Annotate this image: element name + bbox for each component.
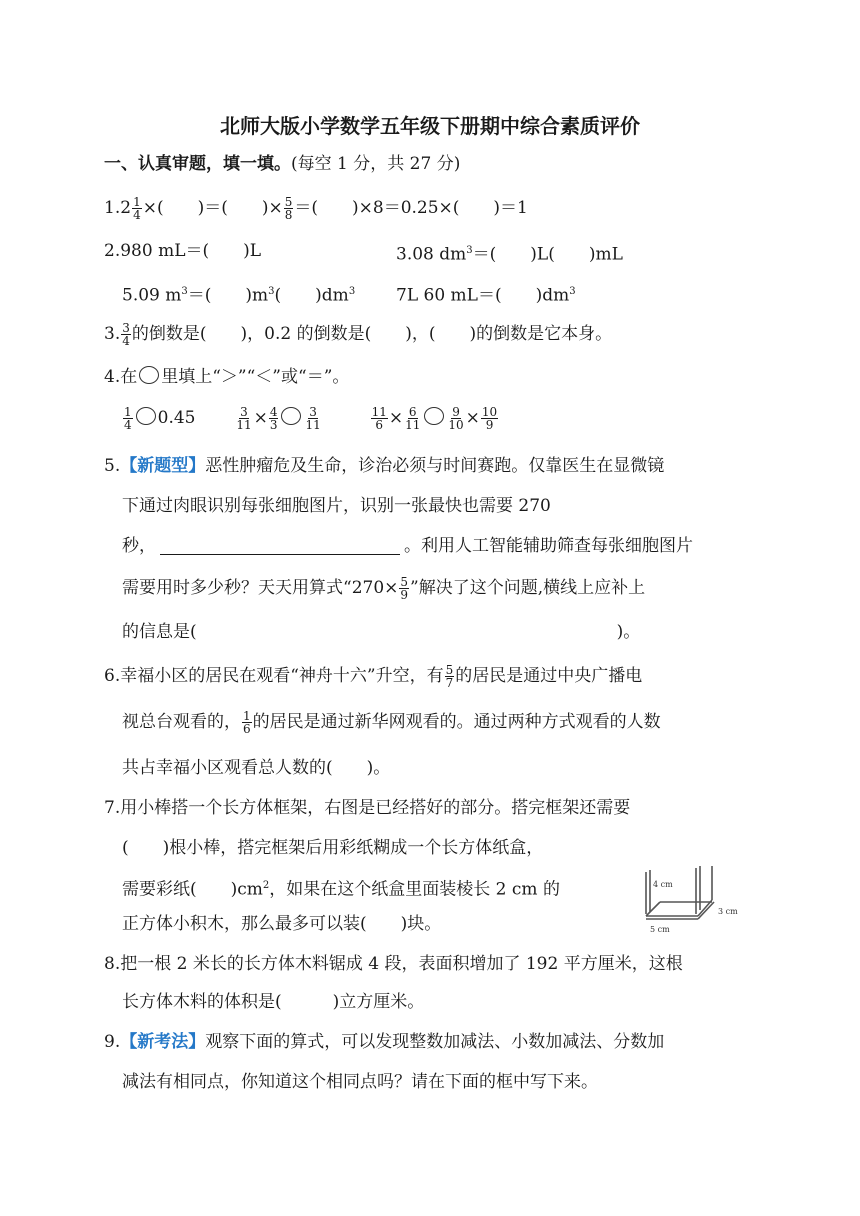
q1-part-a: ×( )＝( )× (142, 198, 283, 218)
q4-e3-fraction-a: $\frac{11}{6}$ (371, 405, 387, 432)
fig-length-label: 5 cm (650, 925, 670, 934)
question-7-line-4: 正方体小积木，那么最多可以装( )块。 (122, 914, 442, 934)
fig-height-label: 4 cm (653, 880, 673, 889)
q1-whole: 2 (120, 198, 132, 218)
compare-circle (139, 366, 159, 384)
new-exam-method-tag: 【新考法】 (120, 1032, 206, 1052)
q1-fraction-1: $\frac{1}{4}$ (133, 195, 141, 222)
q4-e3-fraction-d: $\frac{10}{9}$ (481, 405, 498, 432)
q1-part-b: ＝( )×8＝0.25×( )＝1 (294, 198, 528, 218)
q6-fraction-1: $\frac{5}{7}$ (445, 663, 454, 690)
question-8-line-2: 长方体木料的体积是( )立方厘米。 (122, 992, 425, 1012)
question-6-line-2: 视总台观看的， $\frac{1}{6}$ 的居民是通过新华网观看的。通过两种方式观看的人数 (122, 709, 661, 736)
section-1-heading-line (104, 152, 460, 176)
question-1 (104, 196, 528, 221)
q4-e2-fraction-c: $\frac{3}{11}$ (305, 405, 321, 432)
question-7-line-2: ( )根小棒，搭完框架后用彩纸糊成一个长方体纸盒， (122, 838, 544, 858)
q3-fraction: $\frac{3}{4}$ (122, 321, 130, 348)
question-2-d: 7L 60 mL＝( )$dm^3$ (396, 285, 576, 306)
question-9-line-2: 减法有相同点，你知道这个相同点吗？请在下面的框中写下来。 (122, 1072, 598, 1092)
q1-number: 1. (104, 198, 121, 218)
cuboid-frame-figure (636, 862, 738, 934)
q4-e2-fraction-a: $\frac{3}{11}$ (236, 405, 252, 432)
question-5-line-1: 5.【新题型】恶性肿瘤危及生命，诊治必须与时间赛跑。仅靠医生在显微镜 (104, 456, 665, 476)
question-2-c: 5.09 $m^3=$( )$m^3$( )$dm^3$ (122, 285, 356, 306)
question-2-b: 3.08 $dm^3=$( )L( )mL (396, 244, 623, 265)
q4-e3-fraction-b: $\frac{6}{11}$ (405, 405, 421, 432)
page-title: 北师大版小学数学五年级下册期中综合素质评价 (220, 114, 640, 138)
question-7-line-1: 7.用小棒搭一个长方体框架，右图是已经搭好的部分。搭完框架还需要 (104, 798, 631, 818)
answer-blank-line[interactable] (160, 536, 400, 555)
section-heading: 一、认真审题，填一填。 (104, 154, 291, 174)
q1-fraction-2: $\frac{5}{8}$ (284, 195, 293, 222)
new-question-type-tag: 【新题型】 (120, 456, 206, 476)
question-9-line-1: 9.【新考法】观察下面的算式，可以发现整数加减法、小数加减法、分数加 (104, 1032, 665, 1052)
question-5-line-5: 的信息是( )。 (122, 622, 641, 642)
question-4: 4.在 里填上“＞”“＜”或“＝”。 (104, 367, 350, 387)
section-points: (每空 1 分，共 27 分) (291, 154, 461, 174)
q5-fraction: $\frac{5}{9}$ (400, 575, 409, 602)
question-4-expressions: $\frac{1}{4}$ 0.45 $\frac{3}{11}$ × $\frac{4}{3}$ $\frac{3}{11}$ $\frac{11}{6}$ × $\frac{6}{11}$ $\frac{9}{10}$ × $\frac{10}{9}$ (124, 405, 498, 432)
question-6-line-3: 共占幸福小区观看总人数的( )。 (122, 758, 391, 778)
compare-circle[interactable] (136, 407, 156, 425)
question-3: 3. $\frac{3}{4}$ 的倒数是( )，0.2 的倒数是( )，( )的倒数是它本身。 (104, 321, 613, 348)
question-6-line-1: 6.幸福小区的居民在观看“神舟十六”升空，有 $\frac{5}{7}$ 的居民是通过中央广播电 (104, 663, 643, 690)
q4-e1-fraction: $\frac{1}{4}$ (124, 405, 132, 432)
question-5-line-2: 下通过肉眼识别每张细胞图片，识别一张最快也需要 270 (122, 496, 551, 516)
question-7-line-3: 需要彩纸( )$cm^2$，如果在这个纸盒里面装棱长 2 cm 的 (122, 879, 560, 900)
question-5-line-3: 秒， 。利用人工智能辅助筛查每张细胞图片 (122, 536, 693, 556)
compare-circle[interactable] (424, 407, 444, 425)
fig-width-label: 3 cm (718, 907, 738, 916)
question-5-line-4: 需要用时多少秒？天天用算式“270× $\frac{5}{9}$ ”解决了这个问题,横线上应补上 (122, 575, 646, 602)
q6-fraction-2: $\frac{1}{6}$ (243, 709, 251, 736)
compare-circle[interactable] (281, 407, 301, 425)
question-2-a: 2.980 mL＝( )L (104, 241, 262, 261)
question-8-line-1: 8.把一根 2 米长的长方体木料锯成 4 段，表面积增加了 192 平方厘米，这根 (104, 954, 683, 974)
q4-e3-fraction-c: $\frac{9}{10}$ (448, 405, 464, 432)
q4-e2-fraction-b: $\frac{4}{3}$ (269, 405, 278, 432)
